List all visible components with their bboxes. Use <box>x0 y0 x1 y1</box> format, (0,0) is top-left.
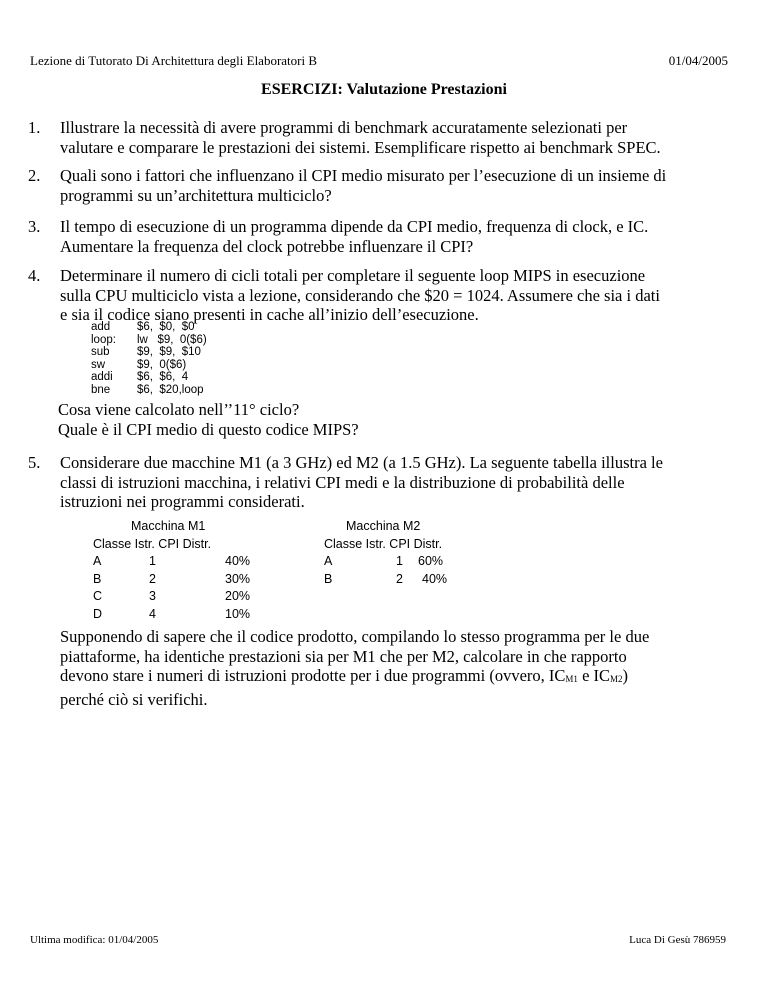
subscript-m2: M2 <box>610 674 623 684</box>
followup-line: Cosa viene calcolato nell’’11° ciclo? <box>58 400 300 419</box>
question-number: 2. <box>28 166 41 185</box>
table-cell-cpi: 2 <box>396 571 403 586</box>
closing-line: piattaforme, ha identiche prestazioni sia per M1 che per M2, calcolare in che rapporto <box>60 646 627 666</box>
followup-line: Quale è il CPI medio di questo codice MIPS? <box>58 420 359 439</box>
question-number: 5. <box>28 453 41 472</box>
closing-text: e IC <box>577 666 611 685</box>
code-instr: $6, $0, $0 <box>137 321 195 333</box>
question-line: Determinare il numero di cicli totali per completare il seguente loop MIPS in esecuzione <box>60 266 646 285</box>
table-title: Macchina M2 <box>346 519 421 533</box>
table-cell-class: A <box>324 554 333 568</box>
table-cell-class: B <box>324 571 333 586</box>
question-line: sulla CPU multiciclo vista a lezione, considerando che $20 = 1024. Assumere che sia i dati <box>60 285 660 305</box>
question-line: Il tempo di esecuzione di un programma dipende da CPI medio, frequenza di clock, e IC. <box>60 217 649 236</box>
question-3 <box>28 217 738 256</box>
question-line: Illustrare la necessità di avere programmi di benchmark accuratamente selezionati per <box>60 118 628 137</box>
question-4 <box>28 266 738 325</box>
mips-code-block <box>91 321 207 396</box>
code-label: addi <box>91 371 113 383</box>
code-line <box>91 334 207 347</box>
code-line <box>91 321 207 334</box>
table-cell-cpi: 3 <box>149 589 156 603</box>
table-cell-distr: 40% <box>422 571 448 586</box>
table-cell-distr: 20% <box>225 589 251 603</box>
subscript-m1: M1 <box>565 674 578 684</box>
code-line <box>91 359 207 372</box>
table-cell-cpi: 1 <box>396 554 403 568</box>
code-label: sub <box>91 346 110 358</box>
header-date: 01/04/2005 <box>668 53 728 68</box>
table-cell-class: B <box>93 571 102 586</box>
question-line: programmi su un’architettura multiciclo? <box>60 185 332 205</box>
table-cell-cpi: 4 <box>149 606 156 621</box>
question-line: Aumentare la frequenza del clock potrebbe influenzare il CPI? <box>60 236 474 256</box>
table-cell-class: A <box>93 554 102 568</box>
footer-author: Luca Di Gesù 786959 <box>629 934 726 946</box>
question-5-closing <box>60 627 740 709</box>
table-cell-distr: 10% <box>225 606 251 621</box>
code-instr: $9, 0($6) <box>137 358 187 371</box>
code-instr: $6, $6, 4 <box>137 371 189 383</box>
page-title: ESERCIZI: Valutazione Prestazioni <box>261 81 507 98</box>
closing-line: perché ciò si verifichi. <box>60 689 208 709</box>
closing-text: ) <box>622 666 629 685</box>
table-header: Classe Istr. CPI Distr. <box>324 536 443 551</box>
table-cell-class: C <box>93 589 103 603</box>
question-number: 4. <box>28 266 41 285</box>
table-cell-class: D <box>93 606 103 621</box>
code-instr: lw $9, 0($6) <box>137 333 207 346</box>
table-cell-cpi: 2 <box>149 571 156 586</box>
footer-last-modified: Ultima modifica: 01/04/2005 <box>30 934 159 946</box>
table-cell-distr: 60% <box>418 554 444 568</box>
code-instr: $6, $20,loop <box>137 383 204 396</box>
code-label: sw <box>91 358 106 371</box>
question-line: valutare e comparare le prestazioni dei sistemi. Esemplificare rispetto ai benchmark SPEC. <box>60 137 661 157</box>
question-line: Considerare due macchine M1 (a 3 GHz) ed M2 (a 1.5 GHz). La seguente tabella illustra le <box>60 453 663 472</box>
question-line: classi di istruzioni macchina, i relativi CPI medi e la distribuzione di probabilità delle <box>60 472 625 492</box>
closing-line: Supponendo di sapere che il codice prodotto, compilando lo stesso programma per le due <box>60 627 650 646</box>
header-course: Lezione di Tutorato Di Architettura degli Elaboratori B <box>30 53 318 68</box>
code-label: bne <box>91 383 111 396</box>
code-line <box>91 371 207 384</box>
question-5 <box>28 453 738 512</box>
code-line <box>91 384 207 397</box>
table-cell-distr: 40% <box>225 554 251 568</box>
closing-text: devono stare i numeri di istruzioni prodotte per i due programmi (ovvero, IC <box>60 666 566 685</box>
code-line <box>91 346 207 359</box>
table-cell-distr: 30% <box>225 571 251 586</box>
table-header: Classe Istr. CPI Distr. <box>93 536 212 551</box>
question-line: e sia il codice siano presenti in cache all’inizio dell’esecuzione. <box>60 305 479 324</box>
table-title: Macchina M1 <box>131 519 206 533</box>
table-cell-cpi: 1 <box>149 554 156 568</box>
code-label: loop: <box>91 333 116 346</box>
question-1 <box>28 118 738 157</box>
question-2 <box>28 166 738 205</box>
question-number: 1. <box>28 118 41 137</box>
question-number: 3. <box>28 217 41 236</box>
question-line: istruzioni nei programmi considerati. <box>60 492 305 511</box>
table-machine-m1 <box>93 518 273 621</box>
question-line: Quali sono i fattori che influenzano il CPI medio misurato per l’esecuzione di un insieme di <box>60 166 667 185</box>
closing-line <box>60 666 740 690</box>
question-4-followup <box>58 400 359 440</box>
code-label: add <box>91 321 111 333</box>
code-instr: $9, $9, $10 <box>137 346 201 358</box>
table-machine-m2 <box>324 518 484 588</box>
